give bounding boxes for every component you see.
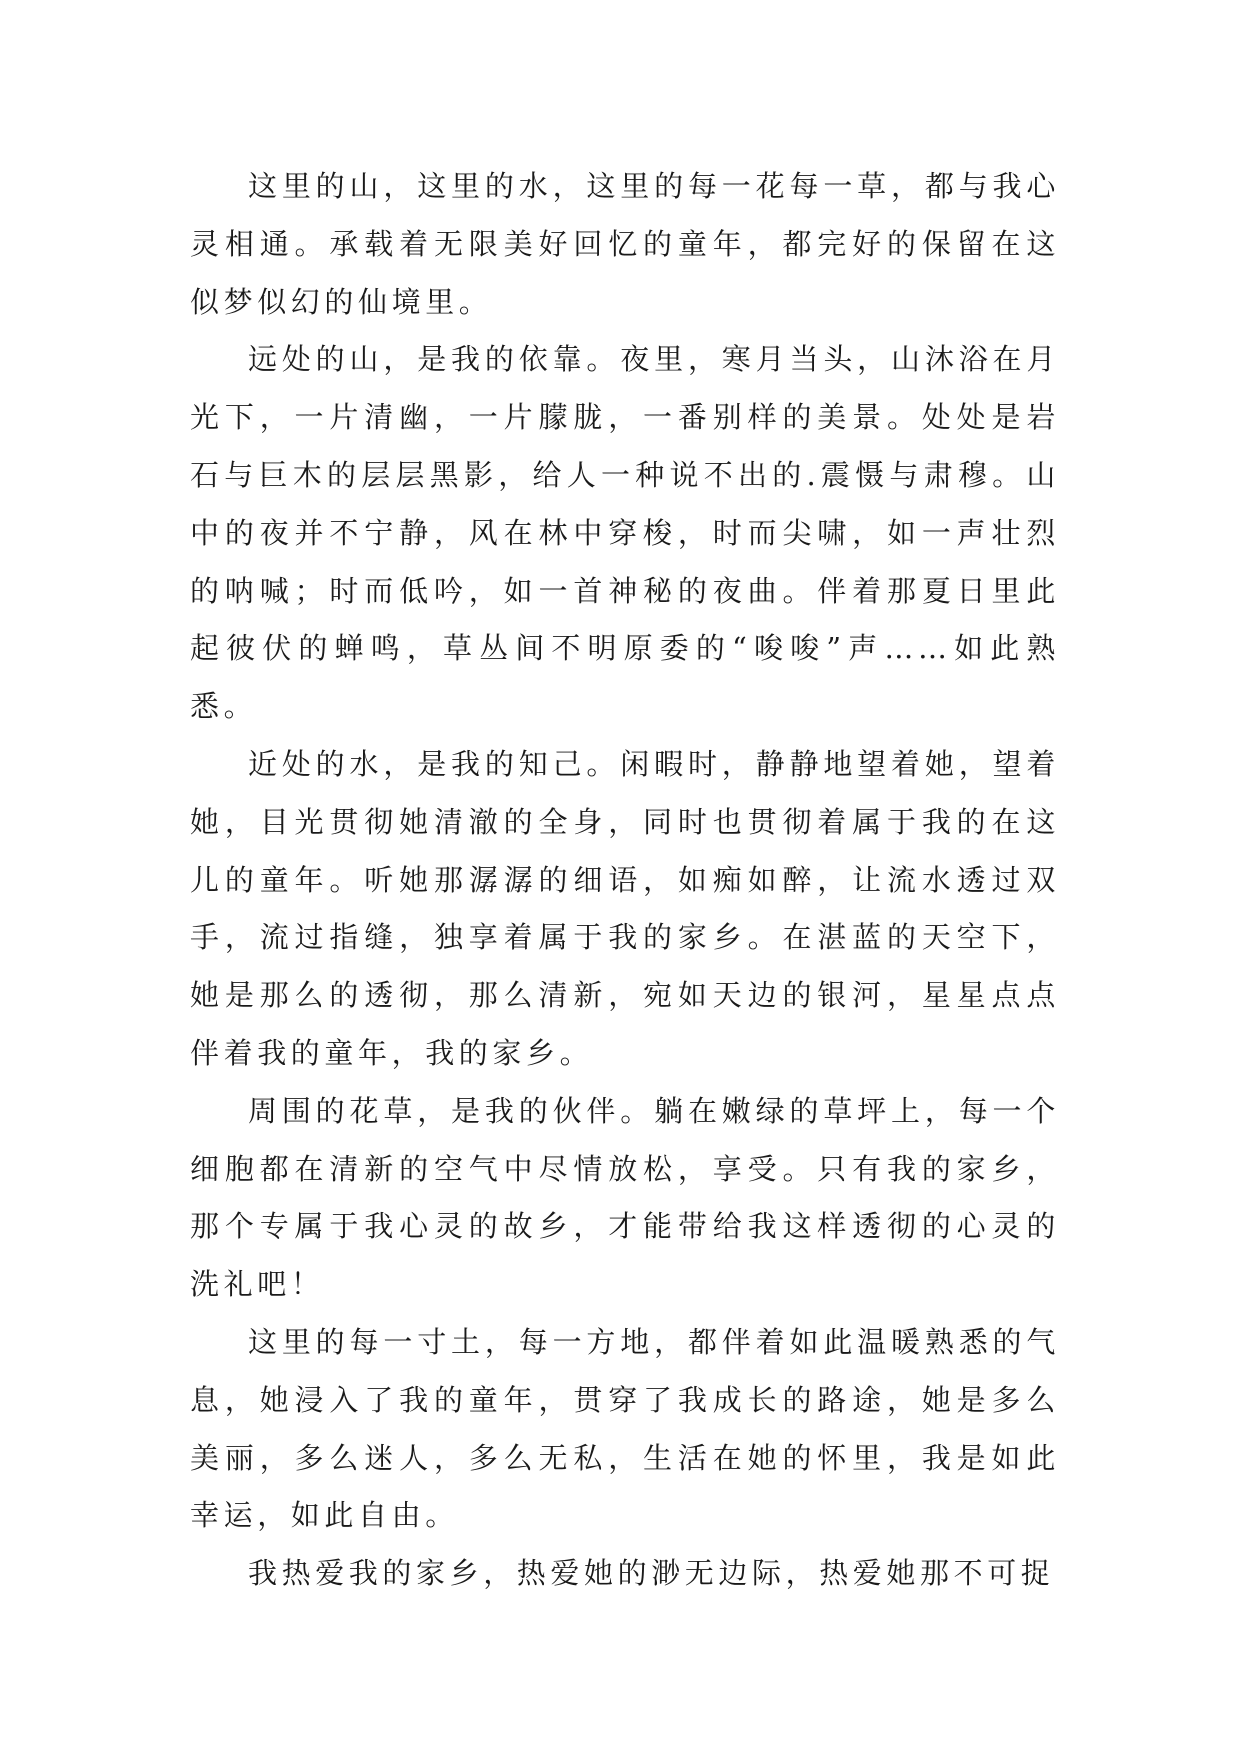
paragraph-3: 近处的水，是我的知己。闲暇时，静静地望着她，望着她，目光贯彻她清澈的全身，同时也贯彻着属于我的在这儿的童年。听她那潺潺的细语，如痴如醉，让流水透过双手，流过指缝，独享着属于我的家乡。在湛蓝的天空下，她是那么的透彻，那么清新，宛如天边的银河，星星点点伴着我的童年，我的家乡。 [190,746,1060,1070]
paragraph-6: 我热爱我的家乡，热爱她的渺无边际，热爱她那不可捉 [248,1556,1055,1591]
paragraph-5: 这里的每一寸土，每一方地，都伴着如此温暖熟悉的气息，她浸入了我的童年，贯穿了我成长的路途，她是多么美丽，多么迷人，多么无私，生活在她的怀里，我是如此幸运，如此自由。 [190,1324,1060,1533]
paragraph-1: 这里的山，这里的水，这里的每一花每一草，都与我心灵相通。承载着无限美好回忆的童年，都完好的保留在这似梦似幻的仙境里。 [190,169,1060,319]
paragraph-2: 远处的山，是我的依靠。夜里，寒月当头，山沐浴在月光下，一片清幽，一片朦胧，一番别样的美景。处处是岩石与巨木的层层黑影，给人一种说不出的.震慑与肃穆。山中的夜并不宁静，风在林中穿梭，时而尖啸，如一声壮烈的呐喊；时而低吟，如一首神秘的夜曲。伴着那夏日里此起彼伏的蝉鸣，草丛间不明原委的“唆唆”声……如此熟悉。 [190,342,1060,724]
paragraph-4: 周围的花草，是我的伙伴。躺在嫩绿的草坪上，每一个细胞都在清新的空气中尽情放松，享受。只有我的家乡，那个专属于我心灵的故乡，才能带给我这样透彻的心灵的洗礼吧！ [190,1093,1060,1302]
article-body [190,158,1060,1603]
